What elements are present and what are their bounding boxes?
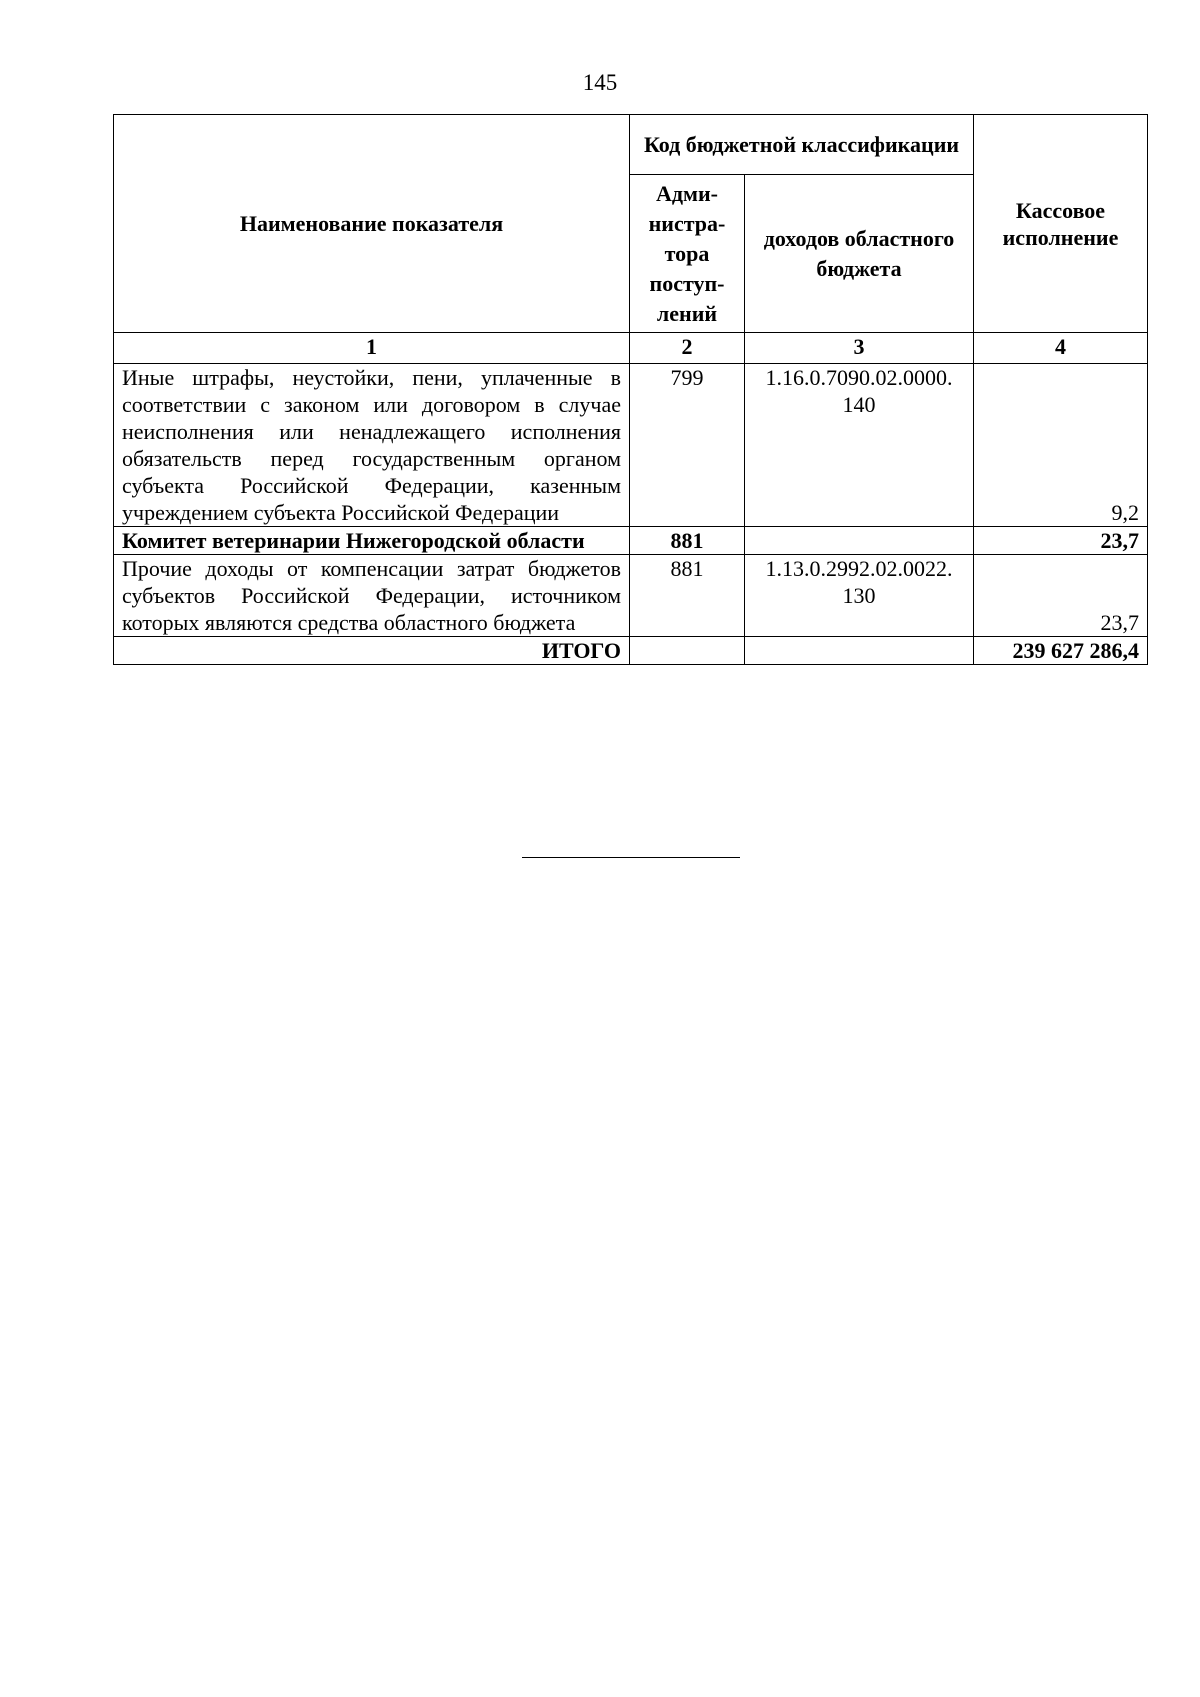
column-number: 4 <box>974 333 1148 364</box>
row-name: Иные штрафы, неустойки, пени, уплаченные в соответствии с законом или договором в случае неисполнения или ненадлежащего исполнения обязательств перед государственным органом субъекта Российской Федерации, казенным учреждением субъекта Российской Федерации <box>114 364 630 527</box>
row-income-code: 1.16.0.7090.02.0000. 140 <box>745 364 974 527</box>
total-label: ИТОГО <box>114 637 630 665</box>
row-admin-code: 881 <box>630 555 745 637</box>
column-number: 2 <box>630 333 745 364</box>
row-name: Прочие доходы от компенсации затрат бюджетов субъектов Российской Федерации, источником которых являются средства областного бюджета <box>114 555 630 637</box>
row-income-code: 1.13.0.2992.02.0022. 130 <box>745 555 974 637</box>
row-income-code <box>745 527 974 555</box>
row-admin-code: 881 <box>630 527 745 555</box>
row-value: 23,7 <box>974 555 1148 637</box>
budget-table <box>113 114 1148 665</box>
column-number: 1 <box>114 333 630 364</box>
column-number-row <box>114 333 1148 364</box>
column-number: 3 <box>745 333 974 364</box>
total-value: 239 627 286,4 <box>974 637 1148 665</box>
page-number: 145 <box>582 70 618 95</box>
header-code-group: Код бюджетной классификации <box>630 115 974 175</box>
header-execution: Кассовое исполнение <box>974 115 1148 333</box>
total-empty-cell <box>630 637 745 665</box>
row-admin-code: 799 <box>630 364 745 527</box>
header-income: доходов областного бюджета <box>745 175 974 333</box>
row-value: 23,7 <box>974 527 1148 555</box>
table-row <box>114 555 1148 637</box>
total-row <box>114 637 1148 665</box>
total-empty-cell <box>745 637 974 665</box>
table-row <box>114 527 1148 555</box>
header-indicator-name: Наименование показателя <box>114 115 630 333</box>
row-name: Комитет ветеринарии Нижегородской области <box>114 527 630 555</box>
end-divider-line <box>522 857 740 858</box>
row-value: 9,2 <box>974 364 1148 527</box>
table-row <box>114 364 1148 527</box>
header-admin: Адми-нистра-тора поступ-лений <box>630 175 745 333</box>
